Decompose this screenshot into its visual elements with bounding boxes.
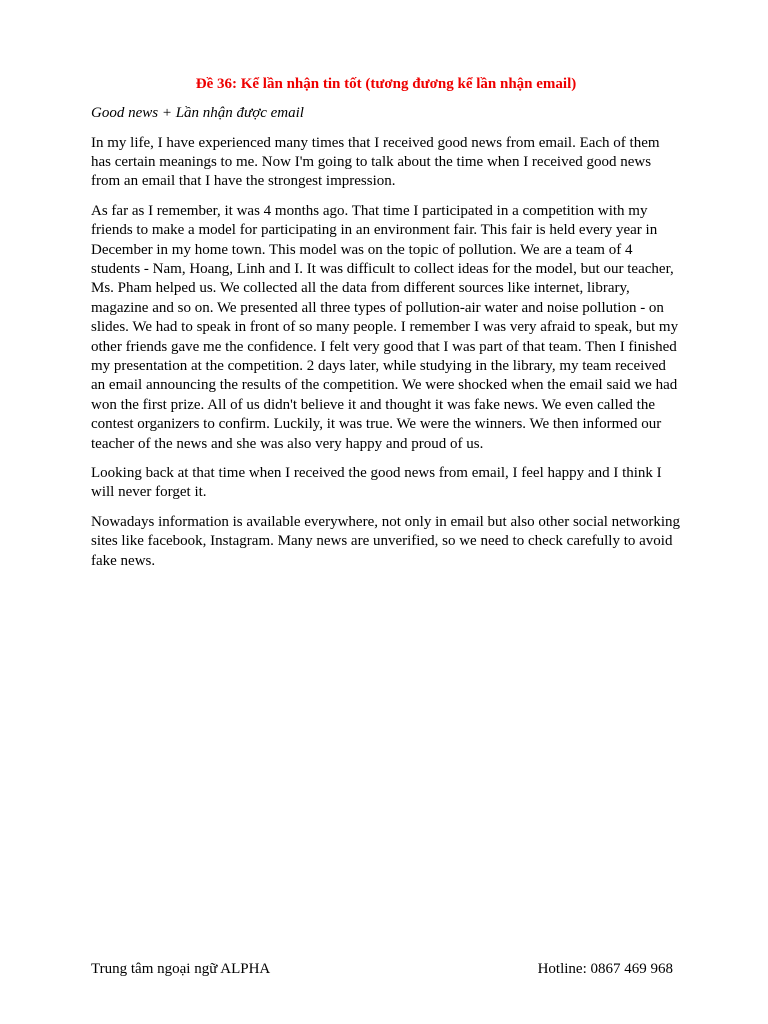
paragraph-reflection: Looking back at that time when I received the good news from email, I feel happy and I think I will never forget it. bbox=[91, 465, 662, 501]
document-subtitle: Good news + Lần nhận được email bbox=[91, 105, 304, 121]
document-body bbox=[91, 74, 681, 581]
document-title: Đề 36: Kể lần nhận tin tốt (tương đương kể lần nhận email) bbox=[195, 76, 577, 92]
footer-hotline: Hotline: 0867 469 968 bbox=[537, 961, 673, 977]
footer-organization: Trung tâm ngoại ngữ ALPHA bbox=[91, 961, 271, 977]
paragraph-intro: In my life, I have experienced many times that I received good news from email. Each of them has certain meanings to me. Now I'm going to talk about the time when I received good news from an email that I have the strongest impression. bbox=[91, 134, 660, 190]
paragraph-story: As far as I remember, it was 4 months ago. That time I participated in a competition with my friends to make a model for participating in an environment fair. This fair is held every year in December in my home town. This model was on the topic of pollution. We are a team of 4 students - Nam, Hoang, Linh and I. It was difficult to collect ideas for the model, but our teacher, Ms. Pham helped us. We collected all the data from different sources like internet, library, magazine and so on. We presented all three types of pollution-air water and noise pollution - on slides. We had to speak in front of so many people. I remember I was very afraid to speak, but my other friends gave me the confidence. I felt very good that I was part of that team. Then I finished my presentation at the competition. 2 days later, while studying in the library, my team received an email announcing the results of the competition. We were shocked when the email said we had won the first prize. All of us didn't believe it and thought it was fake news. We even called the contest organizers to confirm. Luckily, it was true. We were the winners. We then informed our teacher of the news and she was also very happy and proud of us. bbox=[91, 202, 679, 452]
paragraph-conclusion: Nowadays information is available everywhere, not only in email but also other social networking sites like facebook, Instagram. Many news are unverified, so we need to check carefully to avoid fake news. bbox=[91, 513, 681, 569]
